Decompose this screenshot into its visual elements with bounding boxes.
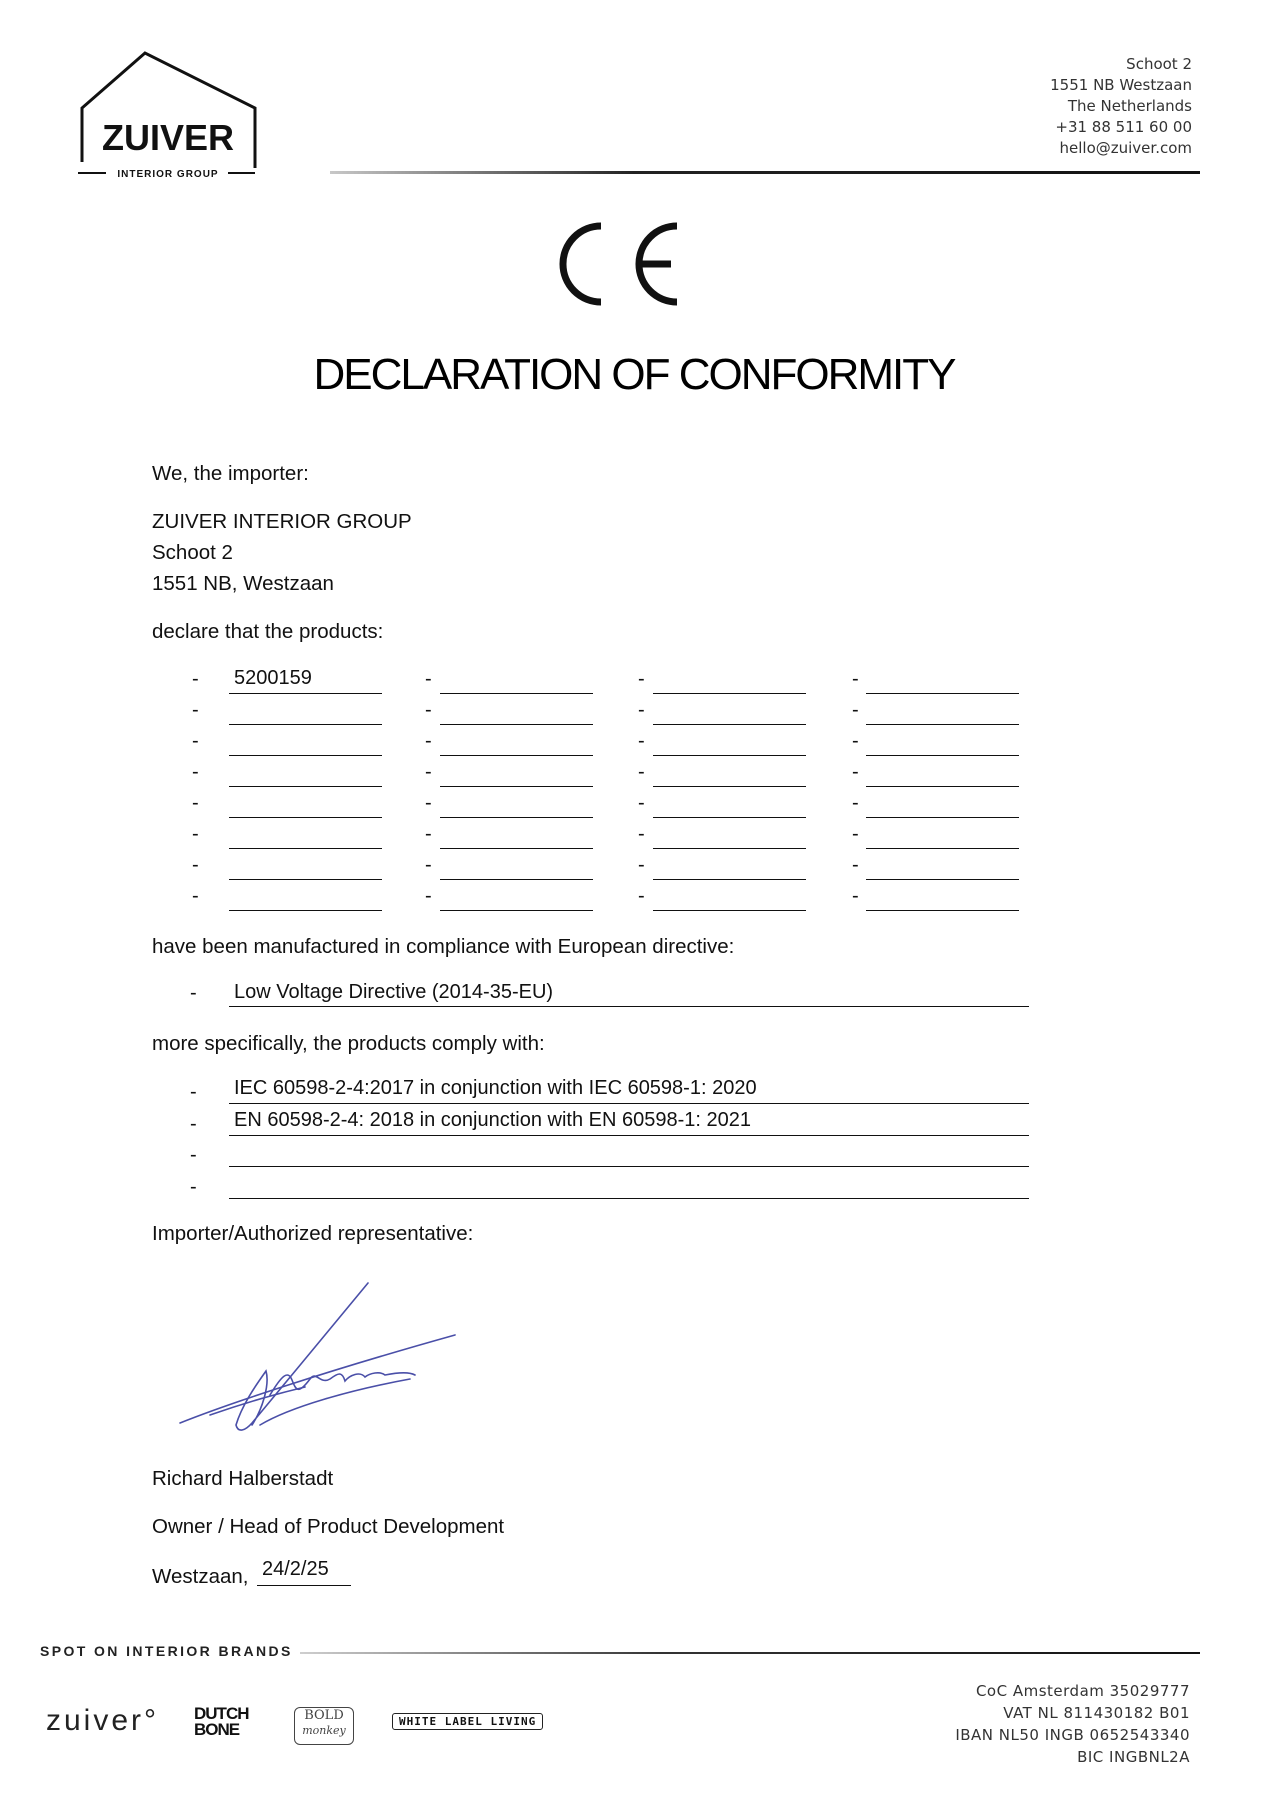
product-dash: - [425,699,432,721]
brands-label: SPOT ON INTERIOR BRANDS [40,1643,293,1659]
standard-line [229,1198,1029,1199]
brand-logo-zuiver: zuiver° [46,1704,160,1737]
product-line [440,910,593,911]
date-line [257,1585,351,1586]
directive-intro: have been manufactured in compliance with European directive: [152,935,735,958]
importer-city: 1551 NB, Westzaan [152,572,334,595]
product-line [866,848,1019,849]
address-line: The Netherlands [1067,97,1192,115]
standard-line [229,1103,1029,1104]
product-line [229,910,382,911]
directive-line [229,1006,1029,1007]
product-dash: - [192,854,199,876]
brand-logo-white-label-living: WHITE LABEL LIVING [392,1713,543,1730]
phone-number: +31 88 511 60 00 [1055,118,1192,136]
standard-value: EN 60598-2-4: 2018 in conjunction with EN 60598-1: 2021 [234,1108,752,1131]
intro-text: We, the importer: [152,462,309,485]
logo-subtext: INTERIOR GROUP [117,169,219,180]
brand-logo-bold-monkey [294,1707,354,1745]
iban-number: IBAN NL50 INGB 0652543340 [955,1726,1190,1744]
product-line [653,848,806,849]
product-line [229,817,382,818]
product-line [440,848,593,849]
product-line [229,693,382,694]
representative-label: Importer/Authorized representative: [152,1222,474,1245]
standard-dash: - [190,1112,197,1135]
product-line [653,724,806,725]
product-dash: - [638,761,645,783]
product-line [653,786,806,787]
standard-value: IEC 60598-2-4:2017 in conjunction with IEC 60598-1: 2020 [234,1077,757,1099]
product-line [440,817,593,818]
product-dash: - [852,854,859,876]
standards-intro: more specifically, the products comply with: [152,1032,545,1055]
product-dash: - [425,668,432,690]
signing-place: Westzaan, [152,1565,249,1588]
product-dash: - [425,823,432,845]
importer-name: ZUIVER INTERIOR GROUP [152,510,412,533]
product-dash: - [192,730,199,752]
product-line [653,693,806,694]
product-dash: - [852,823,859,845]
product-dash: - [638,668,645,690]
address-line: Schoot 2 [1126,55,1192,73]
product-line [866,786,1019,787]
product-line [653,910,806,911]
product-dash: - [852,885,859,907]
standard-dash: - [190,1081,197,1103]
signing-date: 24/2/25 [262,1558,329,1580]
signature [170,1275,470,1445]
logo-text: ZUIVER [101,117,235,158]
ce-mark-icon [555,218,685,310]
product-dash: - [852,699,859,721]
product-line [653,755,806,756]
product-line [866,755,1019,756]
product-dash: - [425,730,432,752]
product-dash: - [638,823,645,845]
product-dash: - [638,854,645,876]
house-logo-icon [78,50,260,180]
footer-divider [300,1652,1200,1654]
bic-code: BIC INGBNL2A [1077,1748,1190,1766]
product-line [440,755,593,756]
standard-dash: - [190,1144,197,1166]
document-title: DECLARATION OF CONFORMITY [313,350,955,399]
product-dash: - [425,792,432,814]
signer-name: Richard Halberstadt [152,1467,334,1490]
brand-logo-dutchbone [194,1706,249,1738]
product-dash: - [852,792,859,814]
product-line [653,817,806,818]
product-dash: - [638,792,645,814]
product-line [440,724,593,725]
brand-bold-bottom: monkey [302,1724,346,1737]
brand-dutchbone-bottom: BONE [194,1720,240,1739]
vat-number: VAT NL 811430182 B01 [1003,1704,1190,1722]
standard-line [229,1166,1029,1167]
product-dash: - [425,761,432,783]
header-divider [330,171,1200,174]
product-line [653,879,806,880]
address-line: 1551 NB Westzaan [1050,76,1192,94]
company-address [892,54,1192,159]
coc-number: CoC Amsterdam 35029777 [975,1682,1190,1700]
product-dash: - [192,761,199,783]
product-line [866,817,1019,818]
product-dash: - [852,730,859,752]
product-line [866,879,1019,880]
standard-line [229,1135,1029,1136]
product-line [440,786,593,787]
product-line [440,879,593,880]
company-logo [78,50,260,180]
product-dash: - [638,885,645,907]
product-dash: - [852,668,859,690]
product-dash: - [192,668,199,690]
product-line [866,693,1019,694]
standard-dash: - [190,1175,197,1198]
product-dash: - [192,823,199,845]
product-line [229,755,382,756]
company-registration [860,1680,1190,1768]
product-line [866,910,1019,911]
product-line [866,724,1019,725]
product-line [229,724,382,725]
ce-mark [555,218,685,310]
signer-title: Owner / Head of Product Development [152,1515,505,1538]
product-dash: - [192,792,199,814]
product-line [229,879,382,880]
product-code: 5200159 [234,667,312,689]
product-line [229,848,382,849]
brand-dutchbone-top: DUTCH [194,1704,249,1723]
product-dash: - [192,885,199,907]
email-address: hello@zuiver.com [1059,139,1192,157]
product-line [440,693,593,694]
product-dash: - [192,699,199,721]
importer-street: Schoot 2 [152,541,233,564]
product-dash: - [638,699,645,721]
product-dash: - [425,854,432,876]
brand-bold-top: BOLD [304,1708,344,1723]
product-line [229,786,382,787]
directive-value: Low Voltage Directive (2014-35-EU) [234,981,554,1003]
product-dash: - [425,885,432,907]
directive-dash: - [190,982,197,1004]
declare-text: declare that the products: [152,620,384,643]
signature-image [170,1275,470,1445]
product-dash: - [852,761,859,783]
product-dash: - [638,730,645,752]
